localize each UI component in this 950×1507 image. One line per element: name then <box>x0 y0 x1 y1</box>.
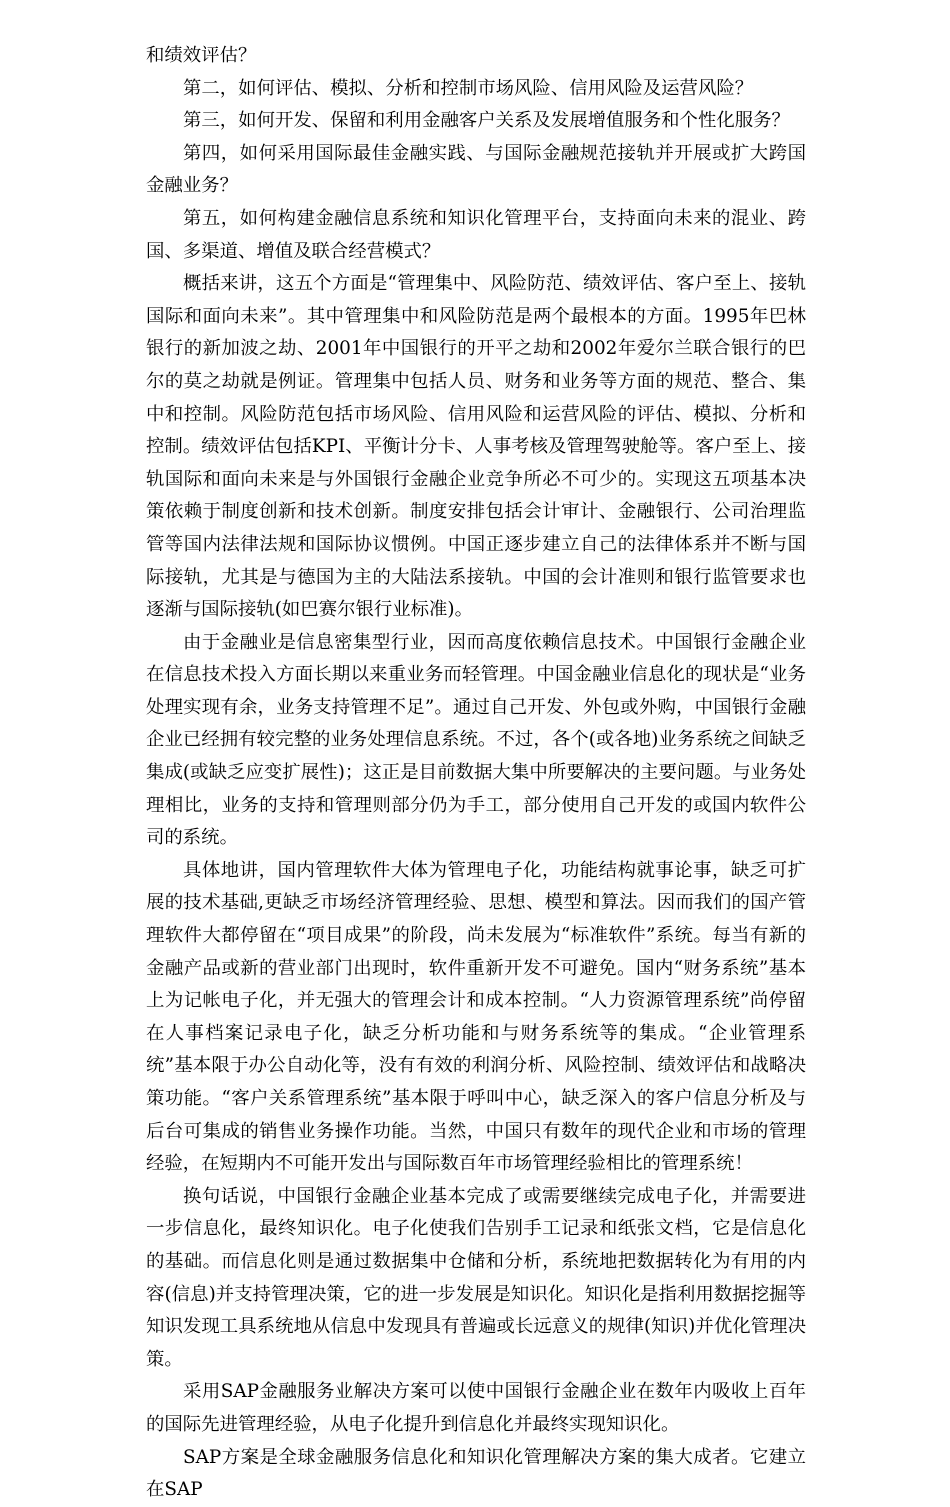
paragraph-domestic-software: 具体地讲，国内管理软件大体为管理电子化，功能结构就事论事，缺乏可扩展的技术基础,更缺乏市场经济管理经验、思想、模型和算法。因而我们的国产管理软件大都停留在“项目成果”的阶段，尚未发展为“标准软件”系统。每当有新的金融产品或新的营业部门出现时，软件重新开发不可避免。国内“财务系统”基本上为记帐电子化，并无强大的管理会计和成本控制。“人力资源管理系统”尚停留在人事档案记录电子化，缺乏分析功能和与财务系统等的集成。“企业管理系统”基本限于办公自动化等，没有有效的利润分析、风险控制、绩效评估和战略决策功能。“客户关系管理系统”基本限于呼叫中心，缺乏深入的客户信息分析及与后台可集成的销售业务操作功能。当然，中国只有数年的现代企业和市场的管理经验，在短期内不可能开发出与国际数百年市场管理经验相比的管理系统！ <box>146 859 806 1175</box>
paragraph-sap-adoption: 采用SAP金融服务业解决方案可以使中国银行金融企业在数年内吸收上百年的国际先进管理经验，从电子化提升到信息化并最终实现知识化。 <box>146 1381 806 1435</box>
paragraph-sap-solution: SAP方案是全球金融服务信息化和知识化管理解决方案的集大成者。它建立在SAP <box>146 1446 806 1501</box>
paragraph-summary: 概括来讲，这五个方面是“管理集中、风险防范、绩效评估、客户至上、接轨国际和面向未来”。其中管理集中和风险防范是两个最根本的方面。1995年巴林银行的新加波之劫、2001年中国银行的开平之劫和2002年爱尔兰联合银行的巴尔的莫之劫就是例证。管理集中包括人员、财务和业务等方面的规范、整合、集中和控制。风险防范包括市场风险、信用风险和运营风险的评估、模拟、分析和控制。绩效评估包括KPI、平衡计分卡、人事考核及管理驾驶舱等。客户至上、接轨国际和面向未来是与外国银行金融企业竞争所必不可少的。实现这五项基本决策依赖于制度创新和技术创新。制度安排包括会计审计、金融银行、公司治理监管等国内法律法规和国际协议惯例。中国正逐步建立自己的法律体系并不断与国际接轨，尤其是与德国为主的大陆法系接轨。中国的会计准则和银行监管要求也逐渐与国际接轨(如巴赛尔银行业标准)。 <box>146 273 806 621</box>
paragraph-knowledge: 换句话说，中国银行金融企业基本完成了或需要继续完成电子化，并需要进一步信息化，最终知识化。电子化使我们告别手工记录和纸张文档，它是信息化的基础。而信息化则是通过数据集中仓储和分析，系统地把数据转化为有用的内容(信息)并支持管理决策，它的进一步发展是知识化。知识化是指利用数据挖掘等知识发现工具系统地从信息中发现具有普遍或长远意义的规律(知识)并优化管理决策。 <box>146 1185 806 1370</box>
paragraph-question-two: 第二，如何评估、模拟、分析和控制市场风险、信用风险及运营风险？ <box>183 77 754 99</box>
paragraph-question-four: 第四，如何采用国际最佳金融实践、与国际金融规范接轨并开展或扩大跨国金融业务？ <box>146 142 806 197</box>
document-body <box>146 40 806 1507</box>
paragraph-continuation: 和绩效评估？ <box>146 45 257 66</box>
paragraph-question-five: 第五，如何构建金融信息系统和知识化管理平台，支持面向未来的混业、跨国、多渠道、增值及联合经营模式？ <box>146 207 806 262</box>
paragraph-question-three: 第三，如何开发、保留和利用金融客户关系及发展增值服务和个性化服务？ <box>183 110 790 132</box>
paragraph-information-technology: 由于金融业是信息密集型行业，因而高度依赖信息技术。中国银行金融企业在信息技术投入方面长期以来重业务而轻管理。中国金融业信息化的现状是“业务处理实现有余，业务支持管理不足”。通过自己开发、外包或外购，中国银行金融企业已经拥有较完整的业务处理信息系统。不过，各个(或各地)业务系统之间缺乏集成(或缺乏应变扩展性)；这正是目前数据大集中所要解决的主要问题。与业务处理相比，业务的支持和管理则部分仍为手工，部分使用自己开发的或国内软件公司的系统。 <box>146 631 806 849</box>
